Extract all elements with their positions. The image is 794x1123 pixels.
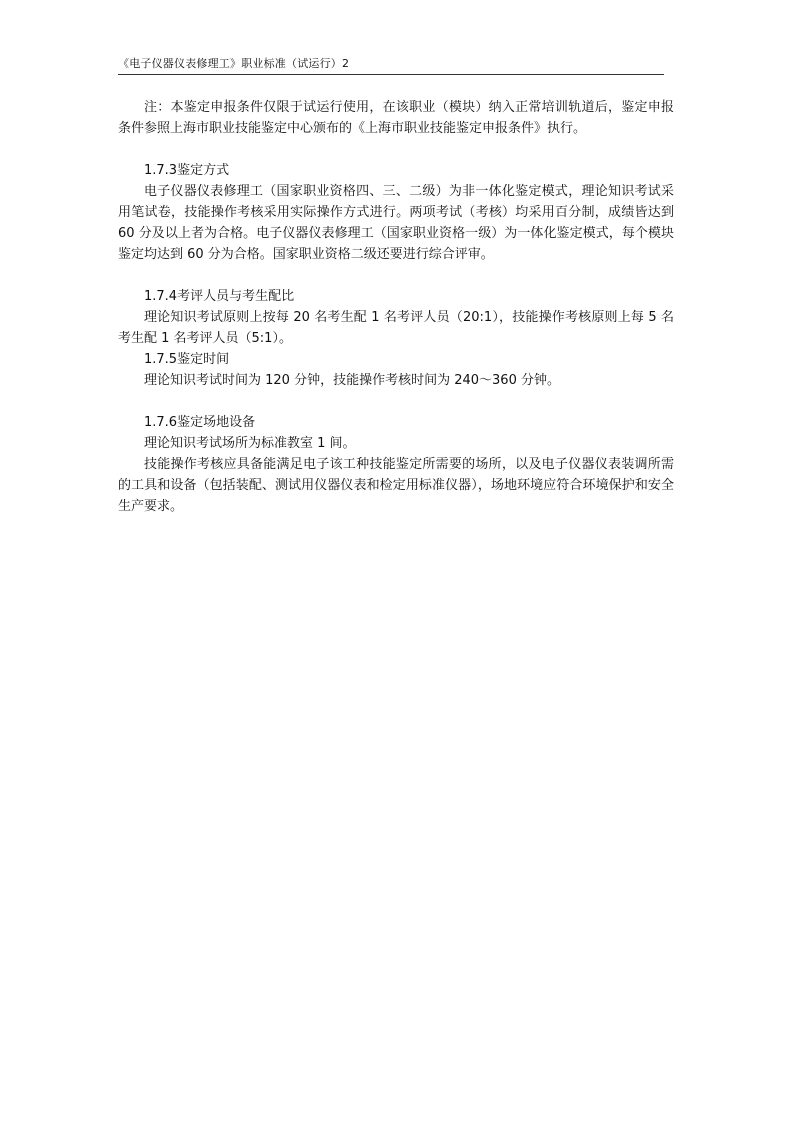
section-1-7-6-body-1: 理论知识考试场所为标准教室 1 间。 xyxy=(144,436,356,451)
section-1-7-5-heading: 1.7.5鉴定时间 xyxy=(144,352,230,367)
spacer xyxy=(118,139,674,160)
header-title: 《电子仪器仪表修理工》职业标准（试运行）2 xyxy=(118,57,350,70)
section-1-7-4-heading: 1.7.4考评人员与考生配比 xyxy=(144,289,295,304)
section-1-7-3-body: 电子仪器仪表修理工（国家职业资格四、三、二级）为非一体化鉴定模式，理论知识考试采用笔试卷，技能操作考核采用实际操作方式进行。两项考试（考核）均采用百分制，成绩皆达到 60 分及以上者为合格。电子仪器仪表修理工（国家职业资格一级）为一体化鉴定模式，每个模块鉴定均达到 60 分为合格。国家职业资格二级还要进行综合评审。 xyxy=(118,184,674,262)
document-body xyxy=(118,97,674,517)
section-1-7-5-body: 理论知识考试时间为 120 分钟，技能操作考核时间为 240～360 分钟。 xyxy=(144,373,560,388)
note-paragraph: 注：本鉴定申报条件仅限于试运行使用，在该职业（模块）纳入正常培训轨道后，鉴定申报条件参照上海市职业技能鉴定中心颁布的《上海市职业技能鉴定申报条件》执行。 xyxy=(118,100,674,136)
section-1-7-6-heading: 1.7.6鉴定场地设备 xyxy=(144,415,256,430)
spacer xyxy=(118,265,674,286)
section-1-7-3-heading: 1.7.3鉴定方式 xyxy=(144,163,230,178)
section-1-7-6-body-2: 技能操作考核应具备能满足电子该工种技能鉴定所需要的场所，以及电子仪器仪表装调所需的工具和设备（包括装配、测试用仪器仪表和检定用标准仪器），场地环境应符合环境保护和安全生产要求。 xyxy=(118,457,674,514)
spacer xyxy=(118,391,674,412)
section-1-7-4-body: 理论知识考试原则上按每 20 名考生配 1 名考评人员（20:1），技能操作考核原则上每 5 名考生配 1 名考评人员（5:1）。 xyxy=(118,310,674,346)
page-header xyxy=(118,57,664,75)
